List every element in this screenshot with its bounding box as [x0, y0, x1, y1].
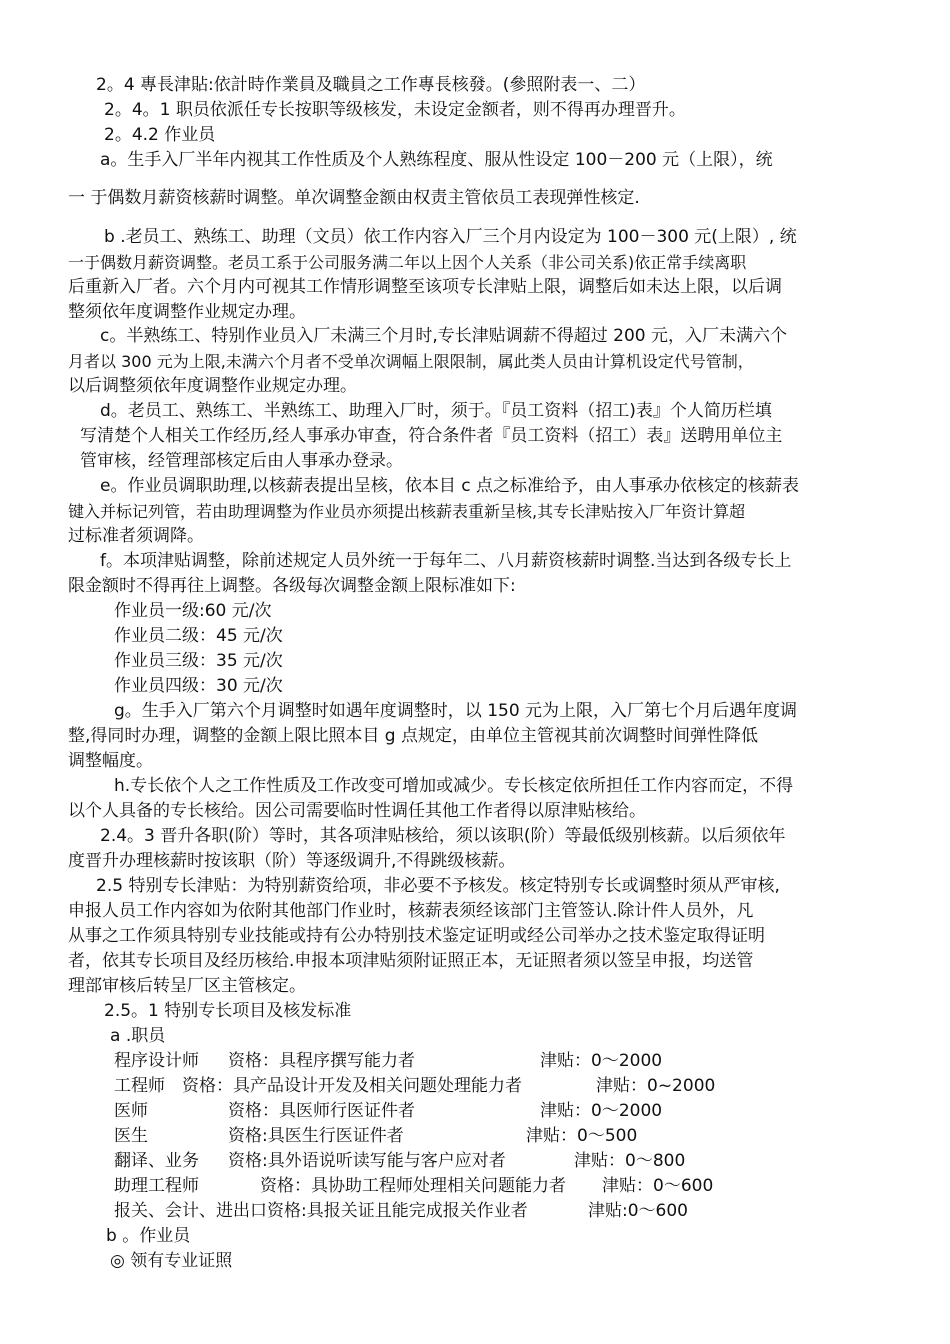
paragraph-line: 理部审核后转呈厂区主管核定。	[68, 976, 306, 996]
paragraph-line: 调整幅度。	[68, 751, 153, 771]
paragraph-line: 月者以 300 元为上限,未满六个月者不受单次调幅上限限制，属此类人员由计算机设定代号管制，	[68, 352, 754, 371]
paragraph-line: d。老员工、熟练工、半熟练工、助理入厂时，须于。『员工资料（招工)表』个人简历栏填	[100, 401, 772, 421]
qualification-cell: 资格：具协助工程师处理相关问题能力者	[260, 1176, 566, 1196]
paragraph-line: 2。4。1 职员依派任专长按职等级核发，未设定金额者，则不得再办理晋升。	[104, 100, 686, 120]
paragraph-line: 申报人员工作内容如为依附其他部门作业时，核薪表须经该部门主管签认.除计件人员外，凡	[68, 901, 754, 921]
paragraph-line: 2.4。3 晋升各职(阶）等时，其各项津贴核给，须以该职(阶）等最低级别核薪。以后须依年	[100, 826, 786, 846]
paragraph-line: c。半熟练工、特别作业员入厂未满三个月时,专长津贴调薪不得超过 200 元，入厂未满六个	[100, 326, 788, 346]
qualification-cell: 资格：具医师行医证件者	[228, 1101, 415, 1121]
paragraph-line: h.专长依个人之工作性质及工作改变可增加或减少。专长核定依所担任工作内容而定，不得	[114, 776, 794, 796]
paragraph-line: e。作业员调职助理,以核薪表提出呈核，依本目 c 点之标准给予，由人事承办依核定的核薪表	[100, 476, 800, 496]
paragraph-line: 后重新入厂者。六个月内可视其工作情形调整至该项专长津贴上限，调整后如未达上限，以后调	[68, 277, 782, 297]
paragraph-line: 写清楚个人相关工作经历,经人事承办审查，符合条件者『员工资料（招工）表』送聘用单位主	[80, 426, 783, 446]
job-title-cell: 程序设计师	[114, 1051, 199, 1071]
paragraph-line: 2。4.2 作业员	[104, 125, 216, 145]
sub-heading: a .职员	[110, 1026, 166, 1046]
sub-heading: b 。作业员	[106, 1226, 191, 1246]
allowance-cell: 津贴：0～2000	[540, 1101, 663, 1121]
job-title-cell: 助理工程师	[114, 1176, 199, 1196]
paragraph-line: 以后调整须依年度调整作业规定办理。	[68, 376, 357, 396]
allowance-cell: 津贴：0~2000	[596, 1076, 716, 1096]
paragraph-line: 2.5 特别专长津贴：为特别薪资给项，非必要不予核发。核定特别专长或调整时须从严审核,	[96, 876, 780, 896]
grade-limit-line: 作业员四级：30 元/次	[114, 676, 283, 696]
paragraph-line: f。本项津贴调整，除前述规定人员外统一于每年二、八月薪资核薪时调整.当达到各级专长上	[100, 551, 792, 571]
job-title-cell: 医师	[114, 1101, 148, 1121]
qualification-cell: 资格:具外语说听读写能与客户应对者	[228, 1151, 506, 1171]
paragraph-line: 一于偶数月薪资调整。老员工系于公司服务满二年以上因个人关系（非公司关系)依正常手续离职	[68, 253, 747, 272]
allowance-cell: 津贴：0～2000	[540, 1051, 663, 1071]
list-item: ◎ 领有专业证照	[110, 1251, 233, 1271]
paragraph-line: 整须依年度调整作业规定办理。	[68, 302, 306, 322]
paragraph-line: 2。4 專長津貼:依計時作業員及職員之工作專長核發。(參照附表一、二）	[96, 75, 646, 95]
allowance-cell: 津贴:0～600	[588, 1201, 688, 1221]
qualification-cell: 资格:具医生行医证件者	[228, 1126, 404, 1146]
allowance-cell: 津贴：0～600	[602, 1176, 714, 1196]
allowance-cell: 津贴：0～500	[526, 1126, 638, 1146]
paragraph-line: a。生手入厂半年内视其工作性质及个人熟练程度、服从性设定 100－200 元（上限），统	[100, 150, 773, 170]
paragraph-line: 从事之工作须具特别专业技能或持有公办特别技术鉴定证明或经公司举办之技术鉴定取得证明	[68, 926, 765, 946]
allowance-cell: 津贴：0～800	[574, 1151, 686, 1171]
grade-limit-line: 作业员一级:60 元/次	[114, 601, 272, 621]
job-title-cell: 工程师	[114, 1076, 165, 1096]
section-heading: 2.5。1 特别专长项目及核发标准	[104, 1001, 352, 1021]
paragraph-line: g。生手入厂第六个月调整时如遇年度调整时，以 150 元为上限，入厂第七个月后遇年度调	[114, 701, 798, 721]
paragraph-line: 整,得同时办理，调整的金额上限比照本目 g 点规定，由单位主管视其前次调整时间弹性降低	[68, 726, 759, 746]
paragraph-line: 度晋升办理核薪时按该职（阶）等逐级调升,不得跳级核薪。	[68, 851, 516, 871]
grade-limit-line: 作业员二级：45 元/次	[114, 626, 283, 646]
paragraph-line: b .老员工、熟练工、助理（文员）依工作内容入厂三个月内设定为 100－300 元(上限）, 统	[104, 227, 797, 247]
paragraph-line: 一 于偶数月薪资核薪时调整。单次调整金额由权责主管依员工表现弹性核定.	[68, 188, 640, 208]
paragraph-line: 键入并标记列管，若由助理调整为作业员亦须提出核薪表重新呈核,其专长津贴按入厂年资计算超	[68, 502, 746, 521]
qualification-cell: 资格：具程序撰写能力者	[228, 1051, 415, 1071]
paragraph-line: 限金额时不得再往上调整。各级每次调整金额上限标准如下:	[68, 576, 516, 596]
job-title-cell: 医生	[114, 1126, 148, 1146]
paragraph-line: 过标准者须调降。	[68, 526, 204, 546]
paragraph-line: 以个人具备的专长核给。因公司需要临时性调任其他工作者得以原津贴核给。	[68, 801, 646, 821]
paragraph-line: 管审核，经管理部核定后由人事承办登录。	[80, 451, 403, 471]
qualification-cell: 资格：具产品设计开发及相关问题处理能力者	[182, 1076, 522, 1096]
grade-limit-line: 作业员三级：35 元/次	[114, 651, 283, 671]
paragraph-line: 者，依其专长项目及经历核给.申报本项津贴须附证照正本，无证照者须以签呈申报，均送管	[68, 951, 754, 971]
job-title-cell: 报关、会计、进出口资格:具报关证且能完成报关作业者	[114, 1201, 528, 1221]
job-title-cell: 翻译、业务	[114, 1151, 199, 1171]
